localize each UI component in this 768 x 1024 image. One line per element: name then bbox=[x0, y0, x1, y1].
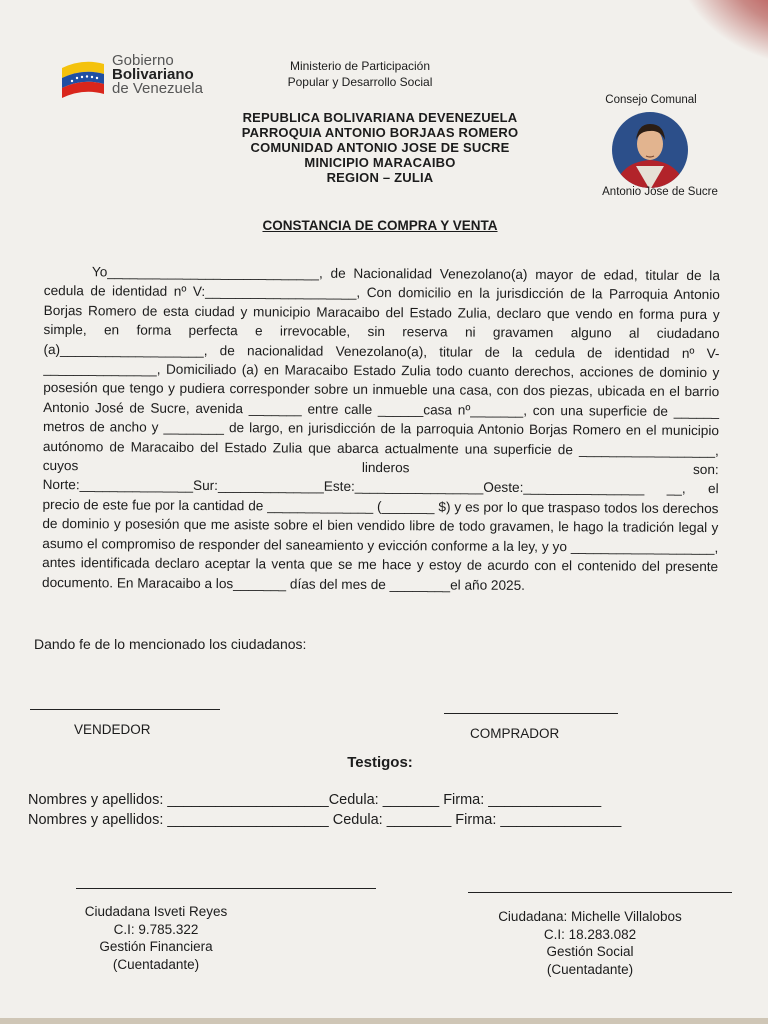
header-line-4: MINICIPIO MARACAIBO bbox=[304, 155, 456, 170]
testigos-title: Testigos: bbox=[347, 754, 413, 771]
left-signer-role: Gestión Financiera bbox=[99, 939, 213, 954]
logo-line-3: de Venezuela bbox=[112, 80, 203, 97]
header-line-2: PARROQUIA ANTONIO BORJAAS ROMERO bbox=[241, 125, 519, 140]
ministerio-line-2: Popular y Desarrollo Social bbox=[287, 75, 433, 89]
comprador-signature-line bbox=[444, 713, 618, 714]
right-signer-note: (Cuentadante) bbox=[546, 961, 634, 977]
left-signer-ci: C.I: 9.785.322 bbox=[113, 921, 199, 937]
corner-shadow bbox=[654, 0, 768, 74]
header-line-3: COMUNIDAD ANTONIO JOSE DE SUCRE bbox=[250, 140, 510, 155]
right-signer-role: Gestión Social bbox=[546, 944, 634, 959]
left-signer-line bbox=[76, 888, 376, 889]
bottom-edge bbox=[0, 1018, 768, 1024]
institution-header bbox=[200, 110, 560, 185]
venezuela-flag-icon bbox=[60, 58, 106, 100]
witness-row-2: Nombres y apellidos: ____________________ Cedula: ________ Firma: _______________ bbox=[28, 812, 622, 828]
header-line-1: REPUBLICA BOLIVARIANA DEVENEZUELA bbox=[242, 110, 518, 125]
contract-body bbox=[42, 262, 720, 596]
logo-line-1: Gobierno bbox=[112, 52, 174, 69]
right-signer-name: Ciudadana: Michelle Villalobos bbox=[498, 909, 682, 924]
vendedor-signature-line bbox=[30, 709, 220, 710]
right-signer-block bbox=[480, 908, 700, 978]
logo-line-2: Bolivariano bbox=[112, 66, 194, 83]
right-signer-line bbox=[468, 892, 732, 893]
gobierno-logo bbox=[60, 54, 220, 104]
contract-paragraph: Yo____________________________, de Nacionalidad Venezolano(a) mayor de edad, titular de la cedula de identidad nº V:____________________, Con domicilio en la jurisdicción de la Parroquia Antonio Borjas Romero de esta ciudad y municipio Maracaibo del Estado Zulia, declaro que vendo en forma pura y simple, en forma perfecta e irrevocable, sin reserva ni gravamen alguno al ciudadano (a)___________________, de nacionalidad Venezolano(a), titular de la cedula de identidad nº V-_______________, Domiciliado (a) en Maracaibo Estado Zulia todo cuanto derechos, acciones de dominio y posesión que tengo y pudiera corresponder sobre un inmueble una casa, con dos piezas, ubicada en el barrio Antonio José de Sucre, avenida _______ entre calle ______casa nº_______, con una superficie de ______ metros de ancho y ________ de largo, en jurisdicción de la parroquia Antonio Borjas Romero en el municipio autónomo de Maracaibo del Estado Zulia que abarca actualmente una superficie de __________________, cuyos linderos son: Norte:_______________Sur:______________Este:_________________Oeste:________________ __, el precio de este fue por la cantidad de ______________ (_______ $) y es por lo que traspaso todos los derechos de dominio y posesión que me asiste sobre el bien vendido libre de todo gravamen, le hago la tradición legal y asumo el compromiso de responder del saneamiento y evicción conforme a la ley, y yo ___________________, antes identificada declaro aceptar la venta que se me hace y estoy de acurdo con el contenido del presente documento. En Maracaibo a los_______ días del mes de ________el año 2025. bbox=[41, 264, 720, 593]
logo-text bbox=[112, 54, 203, 96]
left-signer-note: (Cuentadante) bbox=[112, 956, 200, 972]
sucre-caption: Antonio Jose de Sucre bbox=[602, 186, 718, 198]
witness-row-1: Nombres y apellidos: ____________________Cedula: _______ Firma: ______________ bbox=[28, 792, 602, 808]
ministerio-line-1: Ministerio de Participación bbox=[289, 59, 431, 73]
left-signer-block bbox=[56, 903, 256, 973]
vendedor-label: VENDEDOR bbox=[74, 722, 151, 737]
consejo-label: Consejo Comunal bbox=[605, 94, 697, 106]
dando-fe-text: Dando fe de lo mencionado los ciudadanos: bbox=[34, 636, 307, 652]
header-line-5: REGION – ZULIA bbox=[326, 170, 434, 185]
right-signer-ci: C.I: 18.283.082 bbox=[543, 926, 637, 942]
sucre-portrait-icon bbox=[610, 110, 690, 190]
left-signer-name: Ciudadana Isveti Reyes bbox=[84, 904, 228, 919]
document-title: CONSTANCIA DE COMPRA Y VENTA bbox=[262, 218, 498, 233]
ministerio-heading bbox=[270, 58, 450, 90]
comprador-label: COMPRADOR bbox=[470, 726, 560, 741]
